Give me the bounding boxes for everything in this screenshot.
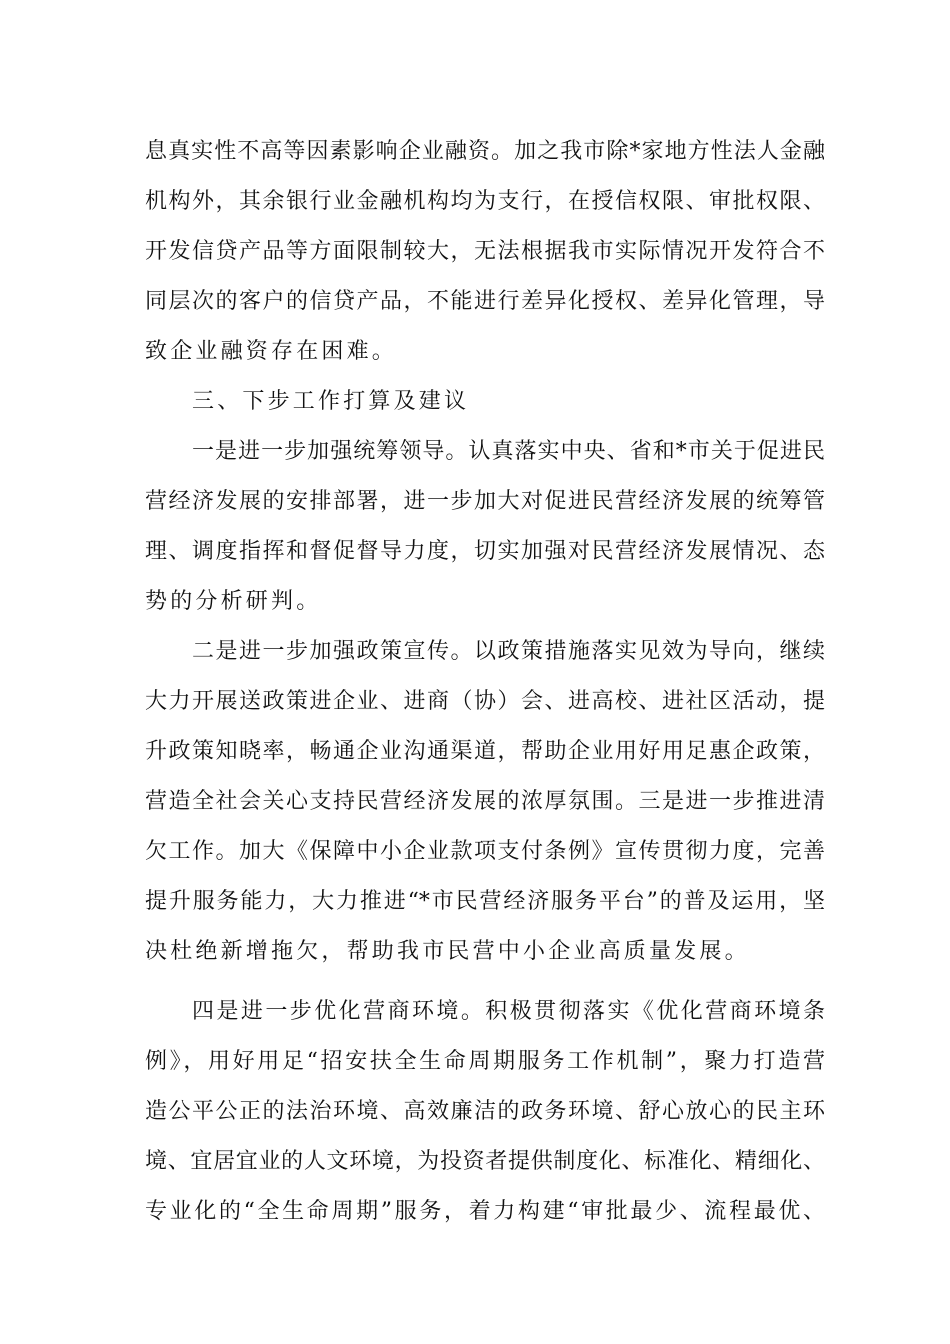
text-line: 升政策知晓率，畅通企业沟通渠道，帮助企业用好用足惠企政策， — [145, 739, 825, 764]
text-line: 营造全社会关心支持民营经济发展的浓厚氛围。三是进一步推进清 — [145, 789, 825, 814]
text-line: 营经济发展的安排部署，进一步加大对促进民营经济发展的统筹管 — [145, 489, 825, 514]
text-line: 一是进一步加强统筹领导。认真落实中央、省和*市关于促进民 — [192, 439, 825, 464]
text-line: 境、宜居宜业的人文环境，为投资者提供制度化、标准化、精细化、 — [145, 1149, 825, 1174]
text-line: 致企业融资存在困难。 — [145, 339, 398, 364]
text-line: 二是进一步加强政策宣传。以政策措施落实见效为导向，继续 — [192, 639, 825, 664]
text-line: 息真实性不高等因素影响企业融资。加之我市除*家地方性法人金融 — [145, 139, 825, 164]
text-line: 提升服务能力，大力推进“*市民营经济服务平台”的普及运用，坚 — [145, 889, 825, 914]
section-heading: 三、下步工作打算及建议 — [192, 389, 470, 414]
text-line: 欠工作。加大《保障中小企业款项支付条例》宣传贯彻力度，完善 — [145, 839, 825, 864]
text-line: 开发信贷产品等方面限制较大，无法根据我市实际情况开发符合不 — [145, 239, 825, 264]
text-line: 机构外，其余银行业金融机构均为支行，在授信权限、审批权限、 — [145, 189, 825, 214]
text-line: 决杜绝新增拖欠，帮助我市民营中小企业高质量发展。 — [145, 939, 750, 964]
text-line: 专业化的“全生命周期”服务，着力构建“审批最少、流程最优、 — [145, 1199, 825, 1224]
text-line: 同层次的客户的信贷产品，不能进行差异化授权、差异化管理，导 — [145, 289, 825, 314]
text-line: 理、调度指挥和督促督导力度，切实加强对民营经济发展情况、态 — [145, 539, 825, 564]
text-line: 四是进一步优化营商环境。积极贯彻落实《优化营商环境条 — [192, 999, 825, 1024]
text-line: 造公平公正的法治环境、高效廉洁的政务环境、舒心放心的民主环 — [145, 1099, 825, 1124]
text-line: 例》，用好用足“招安扶全生命周期服务工作机制”，聚力打造营 — [145, 1049, 825, 1074]
text-line: 大力开展送政策进企业、进商（协）会、进高校、进社区活动，提 — [145, 689, 825, 714]
text-line: 势的分析研判。 — [145, 589, 322, 614]
